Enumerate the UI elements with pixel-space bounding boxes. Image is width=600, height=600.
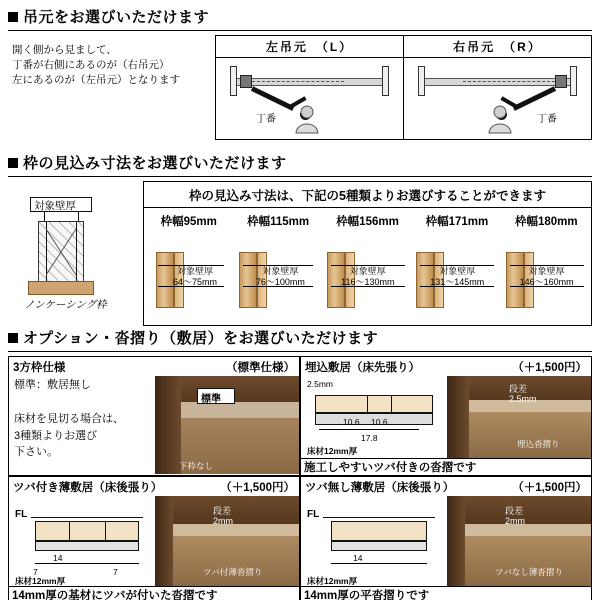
jamb-right <box>570 66 577 96</box>
divider <box>8 176 592 177</box>
embedded-photo-caption: 埋込沓摺り <box>517 439 560 449</box>
option-card-standard[interactable] <box>8 356 300 476</box>
no-tsuba-thin-diagram <box>305 497 443 586</box>
wall-thickness-label: 対象壁厚 <box>34 200 76 212</box>
embedded-diagram <box>305 377 443 455</box>
door-jamb <box>155 376 181 474</box>
hinge-label-right: 丁番 <box>537 114 557 125</box>
dim-line <box>243 286 313 287</box>
dim-divider <box>367 395 368 413</box>
options-grid <box>8 356 592 600</box>
option-card-tsuba-thin-header <box>9 477 299 495</box>
door-arm <box>513 86 557 111</box>
hinge-note <box>8 35 216 140</box>
dim-10_6-a: 10.6 <box>343 417 360 427</box>
frame-option-3-wall: 対象壁厚 131～145mm <box>430 266 485 288</box>
tsuba-thin-photo-caption: ツバ付薄沓摺り <box>203 567 263 577</box>
threshold-strip <box>179 402 299 418</box>
door-rail <box>230 78 389 86</box>
dim-14: 14 <box>353 553 363 563</box>
floor-section <box>35 541 139 551</box>
divider <box>8 30 592 31</box>
swing-dash-line <box>463 81 555 82</box>
door-rail <box>418 78 577 86</box>
fl-label: FL <box>15 509 28 520</box>
no-tsuba-photo-caption: ツバなし薄沓摺り <box>495 567 563 577</box>
hinge-plate <box>555 75 567 88</box>
threshold-section <box>35 521 139 541</box>
floor-panel <box>447 534 591 586</box>
frame-table-header: 枠の見込み寸法は、下記の5種類よりお選びすることができます <box>144 182 591 208</box>
wall-illustration <box>8 181 143 326</box>
dim-17_8: 17.8 <box>361 433 378 443</box>
jamb-left <box>418 66 425 96</box>
option-card-standard-header <box>9 357 299 375</box>
option-no-tsuba-thin-footer: 14mm厚の平沓摺りです <box>301 586 591 600</box>
frame-option-2-wall: 対象壁厚 116～130mm <box>341 266 395 288</box>
option-card-no-tsuba-thin-header <box>301 477 591 495</box>
dim-7-a: 7 <box>33 567 38 577</box>
door-jamb <box>447 376 469 458</box>
dim-line <box>243 265 313 266</box>
option-card-embedded-body <box>301 375 591 475</box>
bullet-square-icon <box>8 12 18 22</box>
door-arm <box>251 86 295 111</box>
option-card-tsuba-thin-body <box>9 495 299 600</box>
dim-14: 14 <box>53 553 63 563</box>
frame-area <box>8 181 592 326</box>
dim-line <box>510 265 584 266</box>
option-card-no-tsuba-thin[interactable] <box>300 476 592 600</box>
dim-line <box>158 286 224 287</box>
standard-tag-label: 標準 <box>201 394 221 405</box>
option-tsuba-thin-footer: 14mm厚の基材にツバが付いた沓摺です <box>9 586 299 600</box>
frame-option-0-wall: 対象壁厚 64～75mm <box>172 266 218 288</box>
step-value: 2mm <box>505 516 525 526</box>
fl-line <box>31 517 143 518</box>
tsuba-thin-diagram <box>13 497 151 586</box>
door-jamb <box>155 496 173 586</box>
dim-line <box>331 286 405 287</box>
frame-option-1-wall: 対象壁厚 76～100mm <box>255 266 305 288</box>
frame-option-4 <box>502 208 591 325</box>
frame-option-1-name: 枠幅115mm <box>247 216 310 228</box>
hinge-note-line-1: 開く側から見まして、 <box>12 44 117 56</box>
section-hinge-title: 吊元をお選びいただけます <box>8 6 592 27</box>
embedded-floor-caption: 床材12mm厚 <box>307 446 358 456</box>
frame-option-3-name: 枠幅171mm <box>425 216 489 228</box>
frame-option-3 <box>412 208 501 325</box>
hinge-column-left <box>215 35 404 140</box>
hinge-column-right-header: 右吊元 （R） <box>404 36 591 58</box>
fl-label: FL <box>307 509 320 520</box>
option-embedded-photo <box>447 376 591 458</box>
door-jamb <box>447 496 465 586</box>
dim-line <box>510 286 584 287</box>
frame-base <box>28 281 94 295</box>
step-label: 段差 <box>505 506 524 516</box>
dim-line <box>319 429 419 430</box>
dim-divider <box>391 395 392 413</box>
option-card-no-tsuba-thin-body <box>301 495 591 600</box>
frame-option-0 <box>144 208 233 325</box>
wall-cross-icon <box>46 229 76 275</box>
dim-divider <box>69 521 70 541</box>
step-value: 2.5mm <box>509 394 537 404</box>
frame-columns <box>144 208 591 325</box>
dim-divider <box>105 521 106 541</box>
person-figure-icon <box>290 104 324 134</box>
section-options-title: オプション・沓摺り（敷居）をお選びいただけます <box>8 327 592 348</box>
frame-option-2-name: 枠幅156mm <box>336 216 399 228</box>
option-standard-photo <box>155 376 299 474</box>
option-card-embedded[interactable] <box>300 356 592 476</box>
dim-line <box>420 265 494 266</box>
no-tsuba-floor-caption: 床材12mm厚 <box>307 576 358 586</box>
dim-2_5mm: 2.5mm <box>307 379 333 389</box>
standard-photo-caption: 下枠なし <box>179 461 214 471</box>
hinge-note-line-3: 左にあるのが（左吊元）となります <box>12 74 180 87</box>
dim-line <box>35 563 139 564</box>
section-options <box>8 327 592 600</box>
person-figure-icon <box>483 104 517 134</box>
bullet-square-icon <box>8 333 18 343</box>
dim-line <box>331 265 405 266</box>
frame-option-2 <box>323 208 412 325</box>
threshold-strip <box>171 524 299 536</box>
option-standard-note: 床材を見切る場合は、 3種類よりお選び 下さい。 <box>14 413 124 458</box>
dim-line <box>331 563 427 564</box>
dim-line <box>158 265 224 266</box>
section-hinge <box>8 6 592 140</box>
section-frame <box>8 152 592 326</box>
threshold-section <box>315 395 433 413</box>
hinge-plate <box>240 75 252 88</box>
hinge-table <box>8 35 592 140</box>
threshold-section <box>331 521 427 541</box>
option-card-standard-body <box>9 375 299 475</box>
option-standard-sub: 標準：敷居無し <box>14 379 91 391</box>
divider <box>8 351 592 352</box>
frame-option-0-name: 枠幅95mm <box>160 216 217 228</box>
section-frame-title: 枠の見込み寸法をお選びいただけます <box>8 152 592 173</box>
step-label: 段差 <box>509 384 528 394</box>
option-embedded-footer: 施工しやすいツバ付きの沓摺です <box>301 458 591 475</box>
option-card-no-tsuba-thin-title: ツバ無し薄敷居（床後張り） <box>305 482 455 494</box>
step-value: 2mm <box>213 516 233 526</box>
hinge-figure-left <box>216 58 403 139</box>
hinge-figure-right <box>404 58 591 139</box>
frame-option-4-name: 枠幅180mm <box>515 216 578 228</box>
jamb-left <box>230 66 237 96</box>
option-card-tsuba-thin[interactable] <box>8 476 300 600</box>
option-card-standard-price: （標準仕様） <box>226 362 295 374</box>
swing-dash-line <box>252 81 344 82</box>
hinge-column-right <box>403 35 592 140</box>
frame-table <box>143 181 592 326</box>
option-no-tsuba-thin-photo <box>447 496 591 586</box>
option-tsuba-thin-photo <box>155 496 299 586</box>
floor-panel <box>155 534 299 586</box>
option-card-embedded-price: （＋1,500円） <box>512 362 587 374</box>
hinge-column-left-header: 左吊元 （L） <box>216 36 403 58</box>
frame-option-4-wall: 対象壁厚 146～160mm <box>519 266 574 288</box>
option-card-tsuba-thin-title: ツバ付き薄敷居（床後張り） <box>13 482 163 494</box>
frame-type-label: ノンケーシング枠 <box>24 299 107 311</box>
frame-option-1 <box>233 208 322 325</box>
bullet-square-icon <box>8 158 18 168</box>
threshold-strip <box>463 524 591 536</box>
jamb-right <box>382 66 389 96</box>
dim-10_6-b: 10.6 <box>371 417 388 427</box>
floor-section <box>331 541 427 551</box>
step-label: 段差 <box>213 506 232 516</box>
option-card-no-tsuba-thin-price: （＋1,500円） <box>512 482 587 494</box>
option-card-embedded-header <box>301 357 591 375</box>
tsuba-thin-floor-caption: 床材12mm厚 <box>15 576 66 586</box>
option-card-standard-title: 3方枠仕様 <box>13 362 66 374</box>
fl-line <box>323 517 435 518</box>
option-card-embedded-title: 埋込敷居（床先張り） <box>305 362 420 374</box>
dim-line <box>420 286 494 287</box>
hinge-note-line-2: 丁番が右側にあるのが（右吊元） <box>12 59 170 72</box>
hinge-label-left: 丁番 <box>256 114 276 125</box>
option-card-tsuba-thin-price: （＋1,500円） <box>220 482 295 494</box>
dim-7-b: 7 <box>113 567 118 577</box>
